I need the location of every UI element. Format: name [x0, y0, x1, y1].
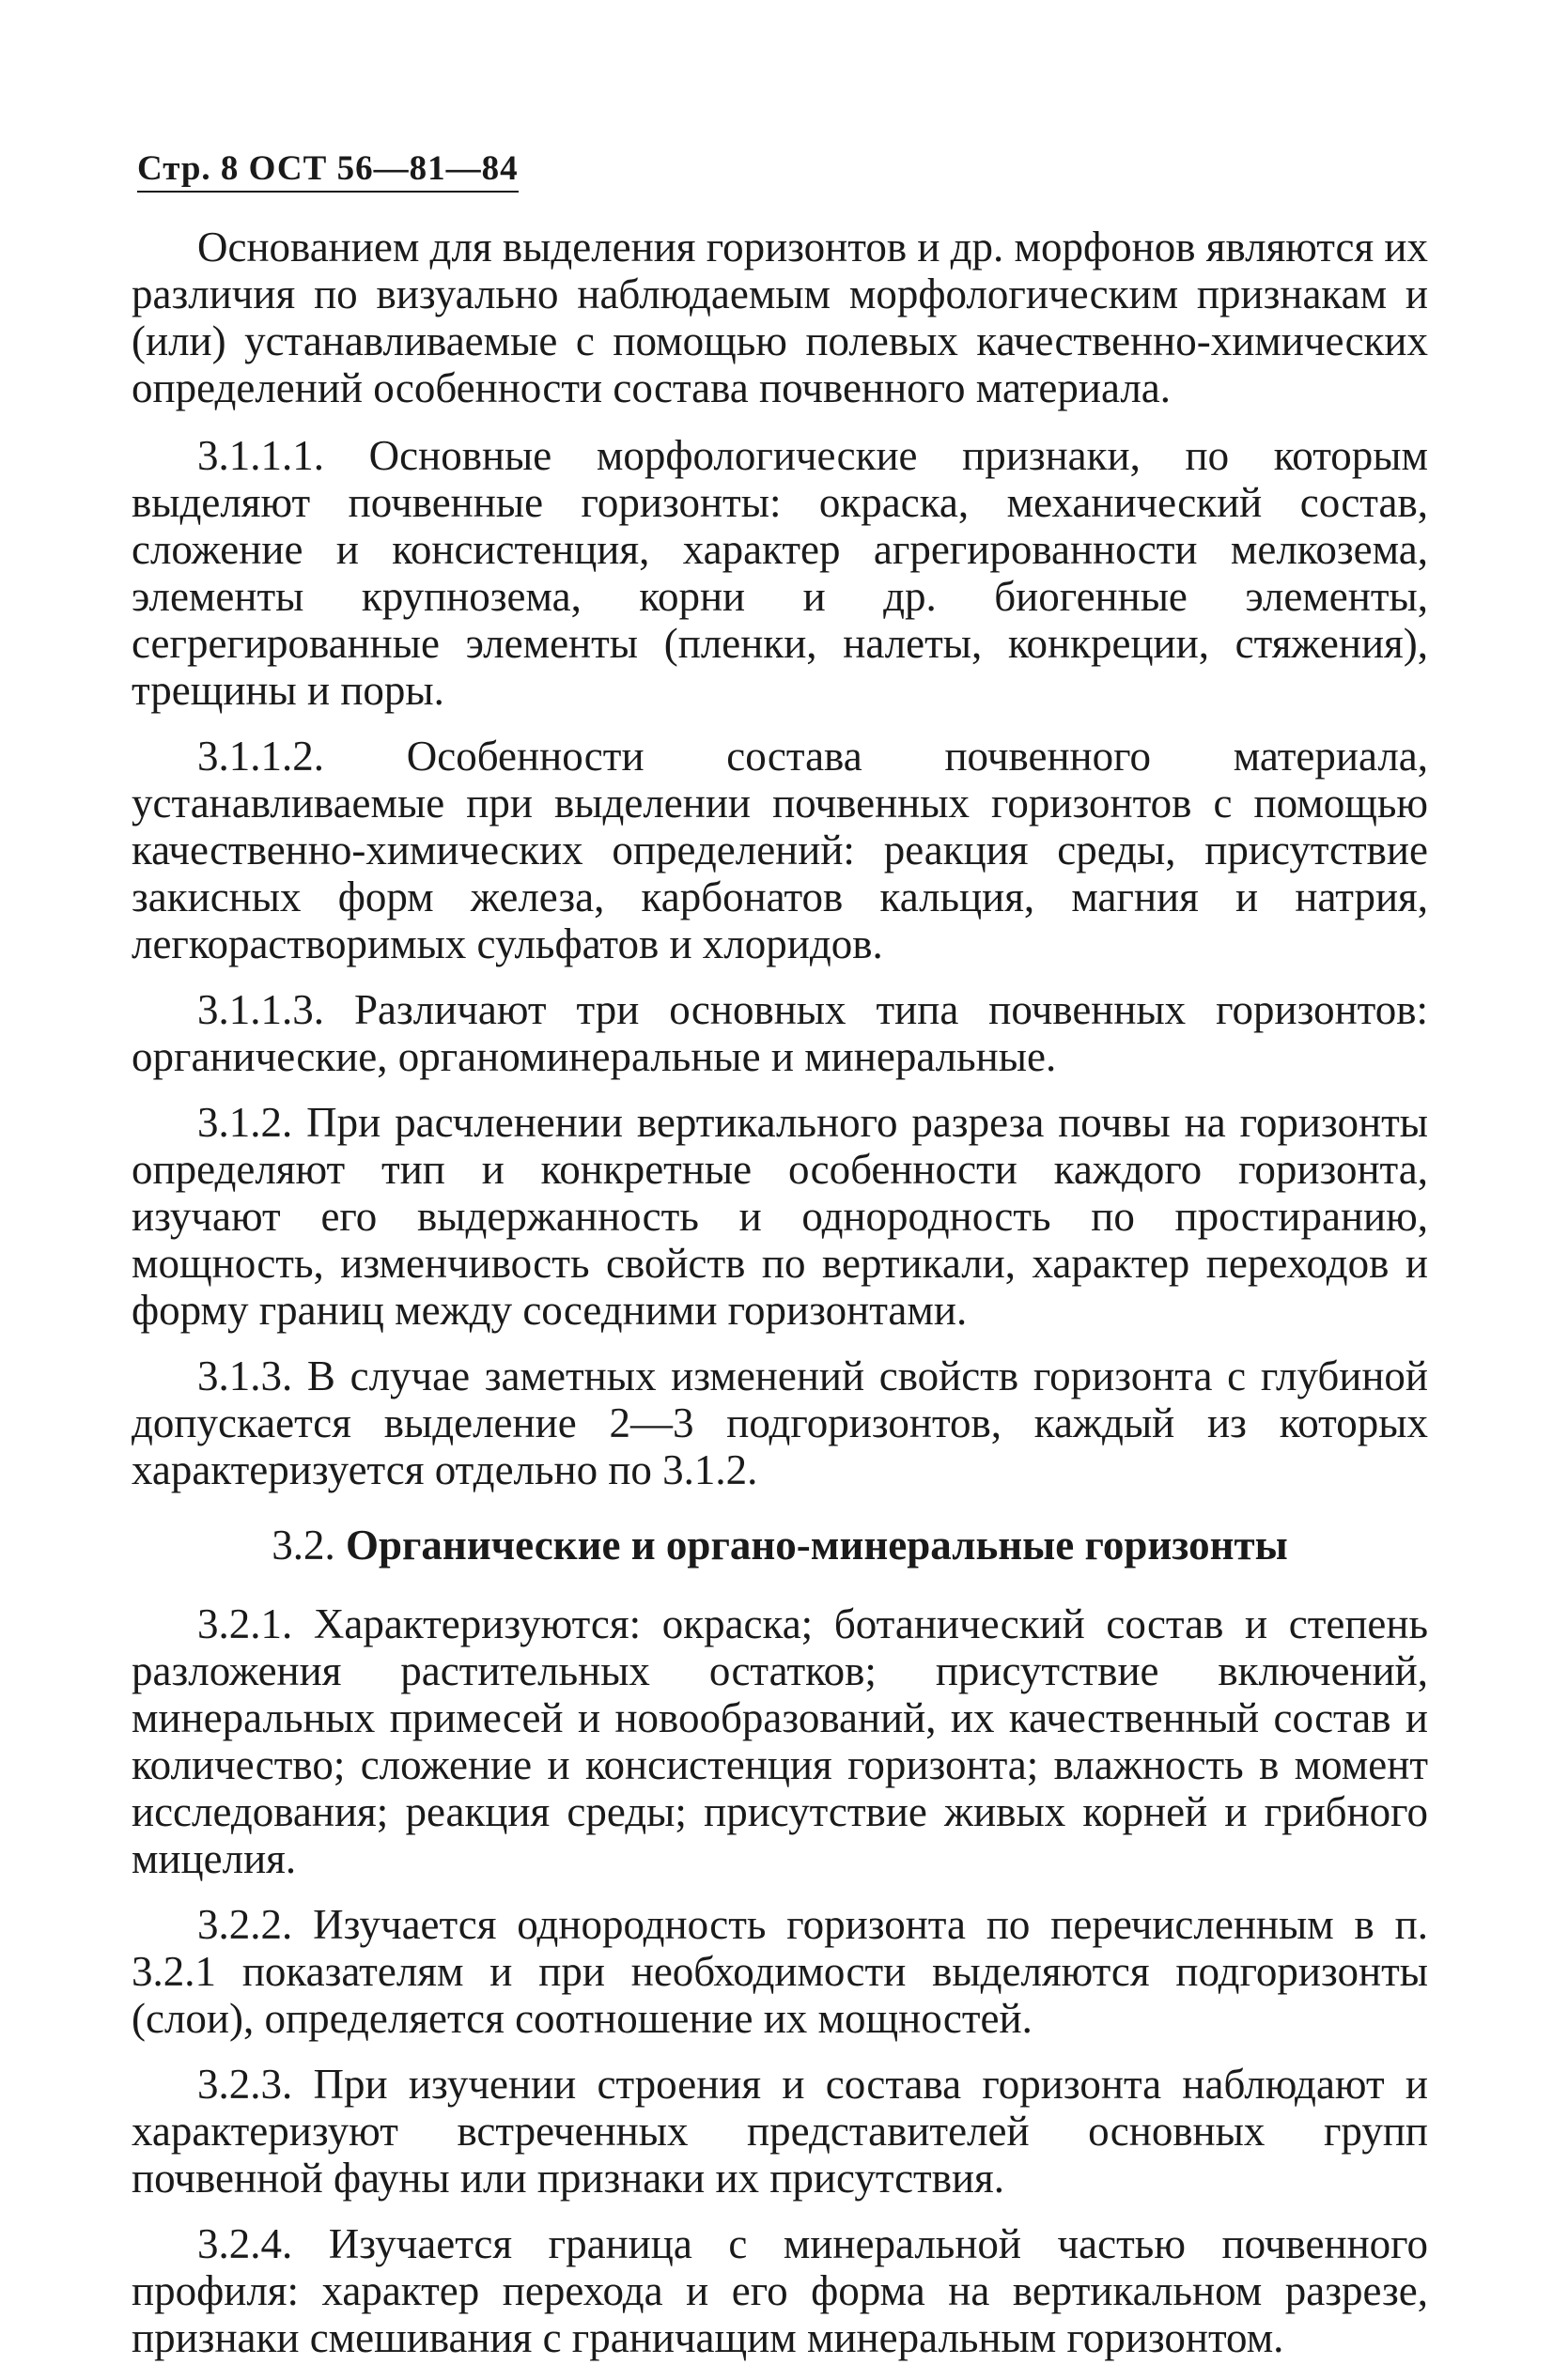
- document-body: [132, 224, 1428, 2380]
- section-heading-3-2: [132, 1522, 1428, 1569]
- intro-paragraph: Основанием для выделения горизонтов и др. морфонов являются их различия по визуально наблюдаемым морфологическим признакам и (или) устанавливаемые с помощью полевых качественно-химических определений особенности состава почвенного материала.: [132, 224, 1429, 411]
- paragraph-3-1-1-2: 3.1.1.2. Особенности состава почвенного материала, устанавливаемые при выделении почвенных горизонтов с помощью качественно-химических определений: реакция среды, присутствие закисных форм железа, карбонатов кальция, магния и натрия, легкорастворимых сульфатов и хлоридов.: [132, 733, 1428, 967]
- paragraph-3-1-3: 3.1.3. В случае заметных изменений свойств горизонта с глубиной допускается выделение 2—3 подгоризонтов, каждый из которых характеризуется отдельно по 3.1.2.: [132, 1352, 1428, 1493]
- paragraph-3-1-1-1: 3.1.1.1. Основные морфологические признаки, по которым выделяют почвенные горизонты: окраска, механический состав, сложение и консистенция, характер агрегированности мелкозема, элементы крупнозема, корни и др. биогенные элементы, сегрегированные элементы (пленки, налеты, конкреции, стяжения), трещины и поры.: [132, 432, 1428, 714]
- paragraph-3-2-2: 3.2.2. Изучается однородность горизонта по перечисленным в п. 3.2.1 показателям и при необходимости выделяются подгоризонты (слои), определяется соотношение их мощностей.: [132, 1901, 1428, 2042]
- paragraph-3-1-2: 3.1.2. При расчленении вертикального разреза почвы на горизонты определяют тип и конкретные особенности каждого горизонта, изучают его выдержанность и однородность по простиранию, мощность, изменчивость свойств по вертикали, характер переходов и форму границ между соседними горизонтами.: [132, 1099, 1428, 1334]
- page-header: Стр. 8 ОСТ 56—81—84: [137, 150, 519, 193]
- paragraph-3-2-3: 3.2.3. При изучении строения и состава горизонта наблюдают и характеризуют встреченных представителей основных групп почвенной фауны или признаки их присутствия.: [132, 2061, 1428, 2202]
- section-title: Органические и органо-минеральные горизонты: [345, 1522, 1288, 1569]
- paragraph-3-2-4: 3.2.4. Изучается граница с минеральной частью почвенного профиля: характер перехода и его форма на вертикальном разрезе, признаки смешивания с граничащим минеральным горизонтом.: [132, 2220, 1428, 2361]
- paragraph-3-1-1-3: 3.1.1.3. Различают три основных типа почвенных горизонтов: органические, органоминеральные и минеральные.: [132, 986, 1428, 1080]
- paragraph-3-2-1: 3.2.1. Характеризуются: окраска; ботанический состав и степень разложения растительных остатков; присутствие включений, минеральных примесей и новообразований, их качественный состав и количество; сложение и консистенция горизонта; влажность в момент исследования; реакция среды; присутствие живых корней и грибного мицелия.: [132, 1600, 1428, 1882]
- section-number: 3.2.: [272, 1522, 335, 1569]
